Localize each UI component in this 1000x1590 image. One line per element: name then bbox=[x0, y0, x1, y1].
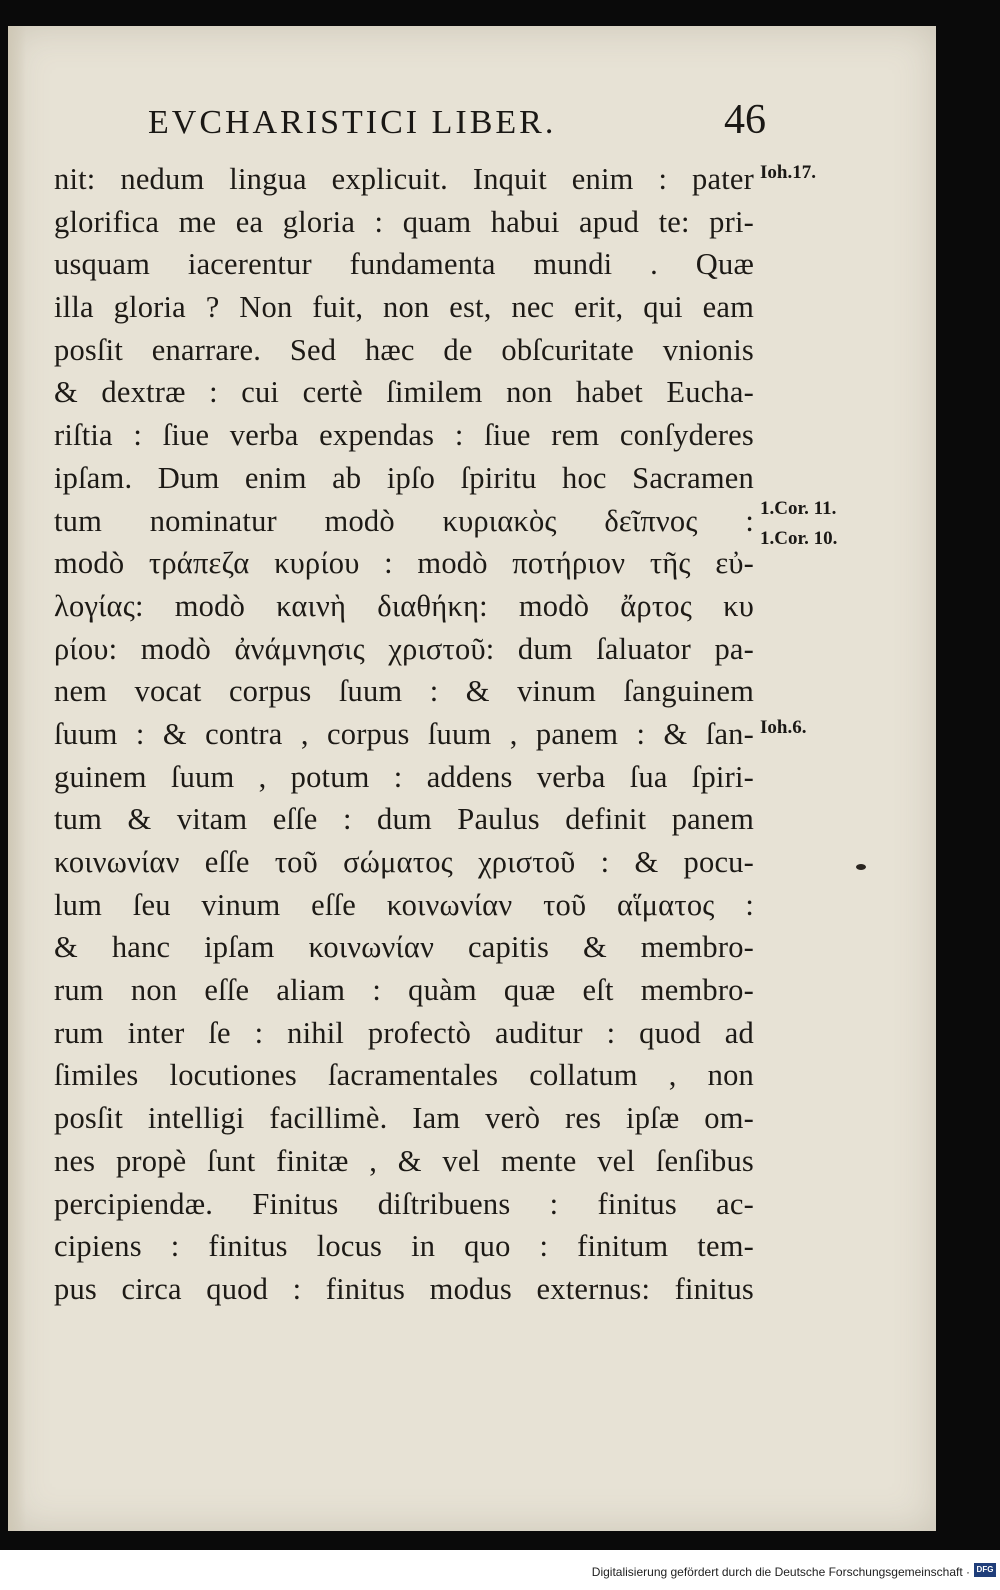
marginal-note: Ioh.17. bbox=[760, 162, 816, 183]
text-line: ipſam. Dum enim ab ipſo ſpiritu hoc Sacramen bbox=[54, 460, 754, 495]
marginal-note: Ioh.6. bbox=[760, 717, 807, 739]
text-line: κοινωνίαν eſſe τοῦ σώματος χριστοῦ : & pocu- bbox=[54, 845, 754, 879]
text-line: posſit enarrare. Sed hæc de obſcuritate vnionis bbox=[54, 332, 754, 367]
text-line: nit: nedum lingua explicuit. Inquit enim : pater bbox=[54, 162, 754, 196]
text-line: glorifica me ea gloria : quam habui apud te: pri- bbox=[54, 204, 754, 239]
text-line: cipiens : finitus locus in quo : finitum tem- bbox=[54, 1229, 754, 1264]
text-line: & hanc ipſam κοινωνίαν capitis & membro- bbox=[54, 930, 754, 965]
text-line: illa gloria ? Non fuit, non est, nec erit, qui eam bbox=[54, 290, 754, 325]
marginal-note: 1.Cor. 11. bbox=[760, 497, 837, 519]
text-line: tum nominatur modò κυριακὸς δεῖπνος : bbox=[54, 503, 754, 538]
text-line: rum non eſſe aliam : quàm quæ eſt membro- bbox=[54, 973, 754, 1008]
digitization-credit: Digitalisierung gefördert durch die Deutsche Forschungsgemeinschaft · bbox=[591, 1565, 970, 1579]
text-line: ſimiles locutiones ſacramentales collatum , non bbox=[54, 1058, 754, 1093]
text-line: & dextræ : cui certè ſimilem non habet Eucha- bbox=[54, 375, 754, 410]
dfg-logo: DFG bbox=[974, 1563, 996, 1577]
text-line: tum & vitam eſſe : dum Paulus definit panem bbox=[54, 802, 754, 837]
text-line: ρίου: modò ἀνάμνησις χριστοῦ: dum ſaluator pa- bbox=[54, 631, 754, 666]
text-line: lum ſeu vinum eſſe κοινωνίαν τοῦ αἵματος : bbox=[54, 887, 754, 922]
text-line: usquam iacerentur fundamenta mundi . Quæ bbox=[54, 247, 754, 282]
body-text bbox=[54, 158, 754, 1311]
marginal-note: 1.Cor. 10. bbox=[760, 528, 838, 550]
text-line: posſit intelligi facillimè. Iam verò res ipſæ om- bbox=[54, 1101, 754, 1136]
text-line: λογίας: modò καινὴ διαθήκη: modò ἄρτος κυ bbox=[54, 588, 754, 623]
page-number: 46 bbox=[724, 97, 766, 143]
text-line: nem vocat corpus ſuum : & vinum ſanguinem bbox=[54, 674, 754, 709]
page-gutter-shadow bbox=[8, 26, 26, 1531]
text-line: pus circa quod : finitus modus externus: finitus bbox=[54, 1271, 754, 1306]
text-line: nes propè ſunt finitæ , & vel mente vel ſenſibus bbox=[54, 1143, 754, 1178]
book-page bbox=[8, 26, 936, 1531]
text-line: modò τράπεζα κυρίου : modò ποτήριον τῆς εὐ- bbox=[54, 546, 754, 581]
running-title: EVCHARISTICI LIBER. bbox=[148, 104, 557, 141]
text-line: guinem ſuum , potum : addens verba ſua ſpiri- bbox=[54, 759, 754, 794]
text-line: percipiendæ. Finitus diſtribuens : finitus ac- bbox=[54, 1186, 754, 1221]
text-line: riſtia : ſiue verba expendas : ſiue rem conſyderes bbox=[54, 418, 754, 453]
text-line: rum inter ſe : nihil profectò auditur : quod ad bbox=[54, 1015, 754, 1050]
text-line: ſuum : & contra , corpus ſuum , panem : & ſan- bbox=[54, 716, 754, 751]
ink-blot-mark bbox=[856, 864, 866, 870]
